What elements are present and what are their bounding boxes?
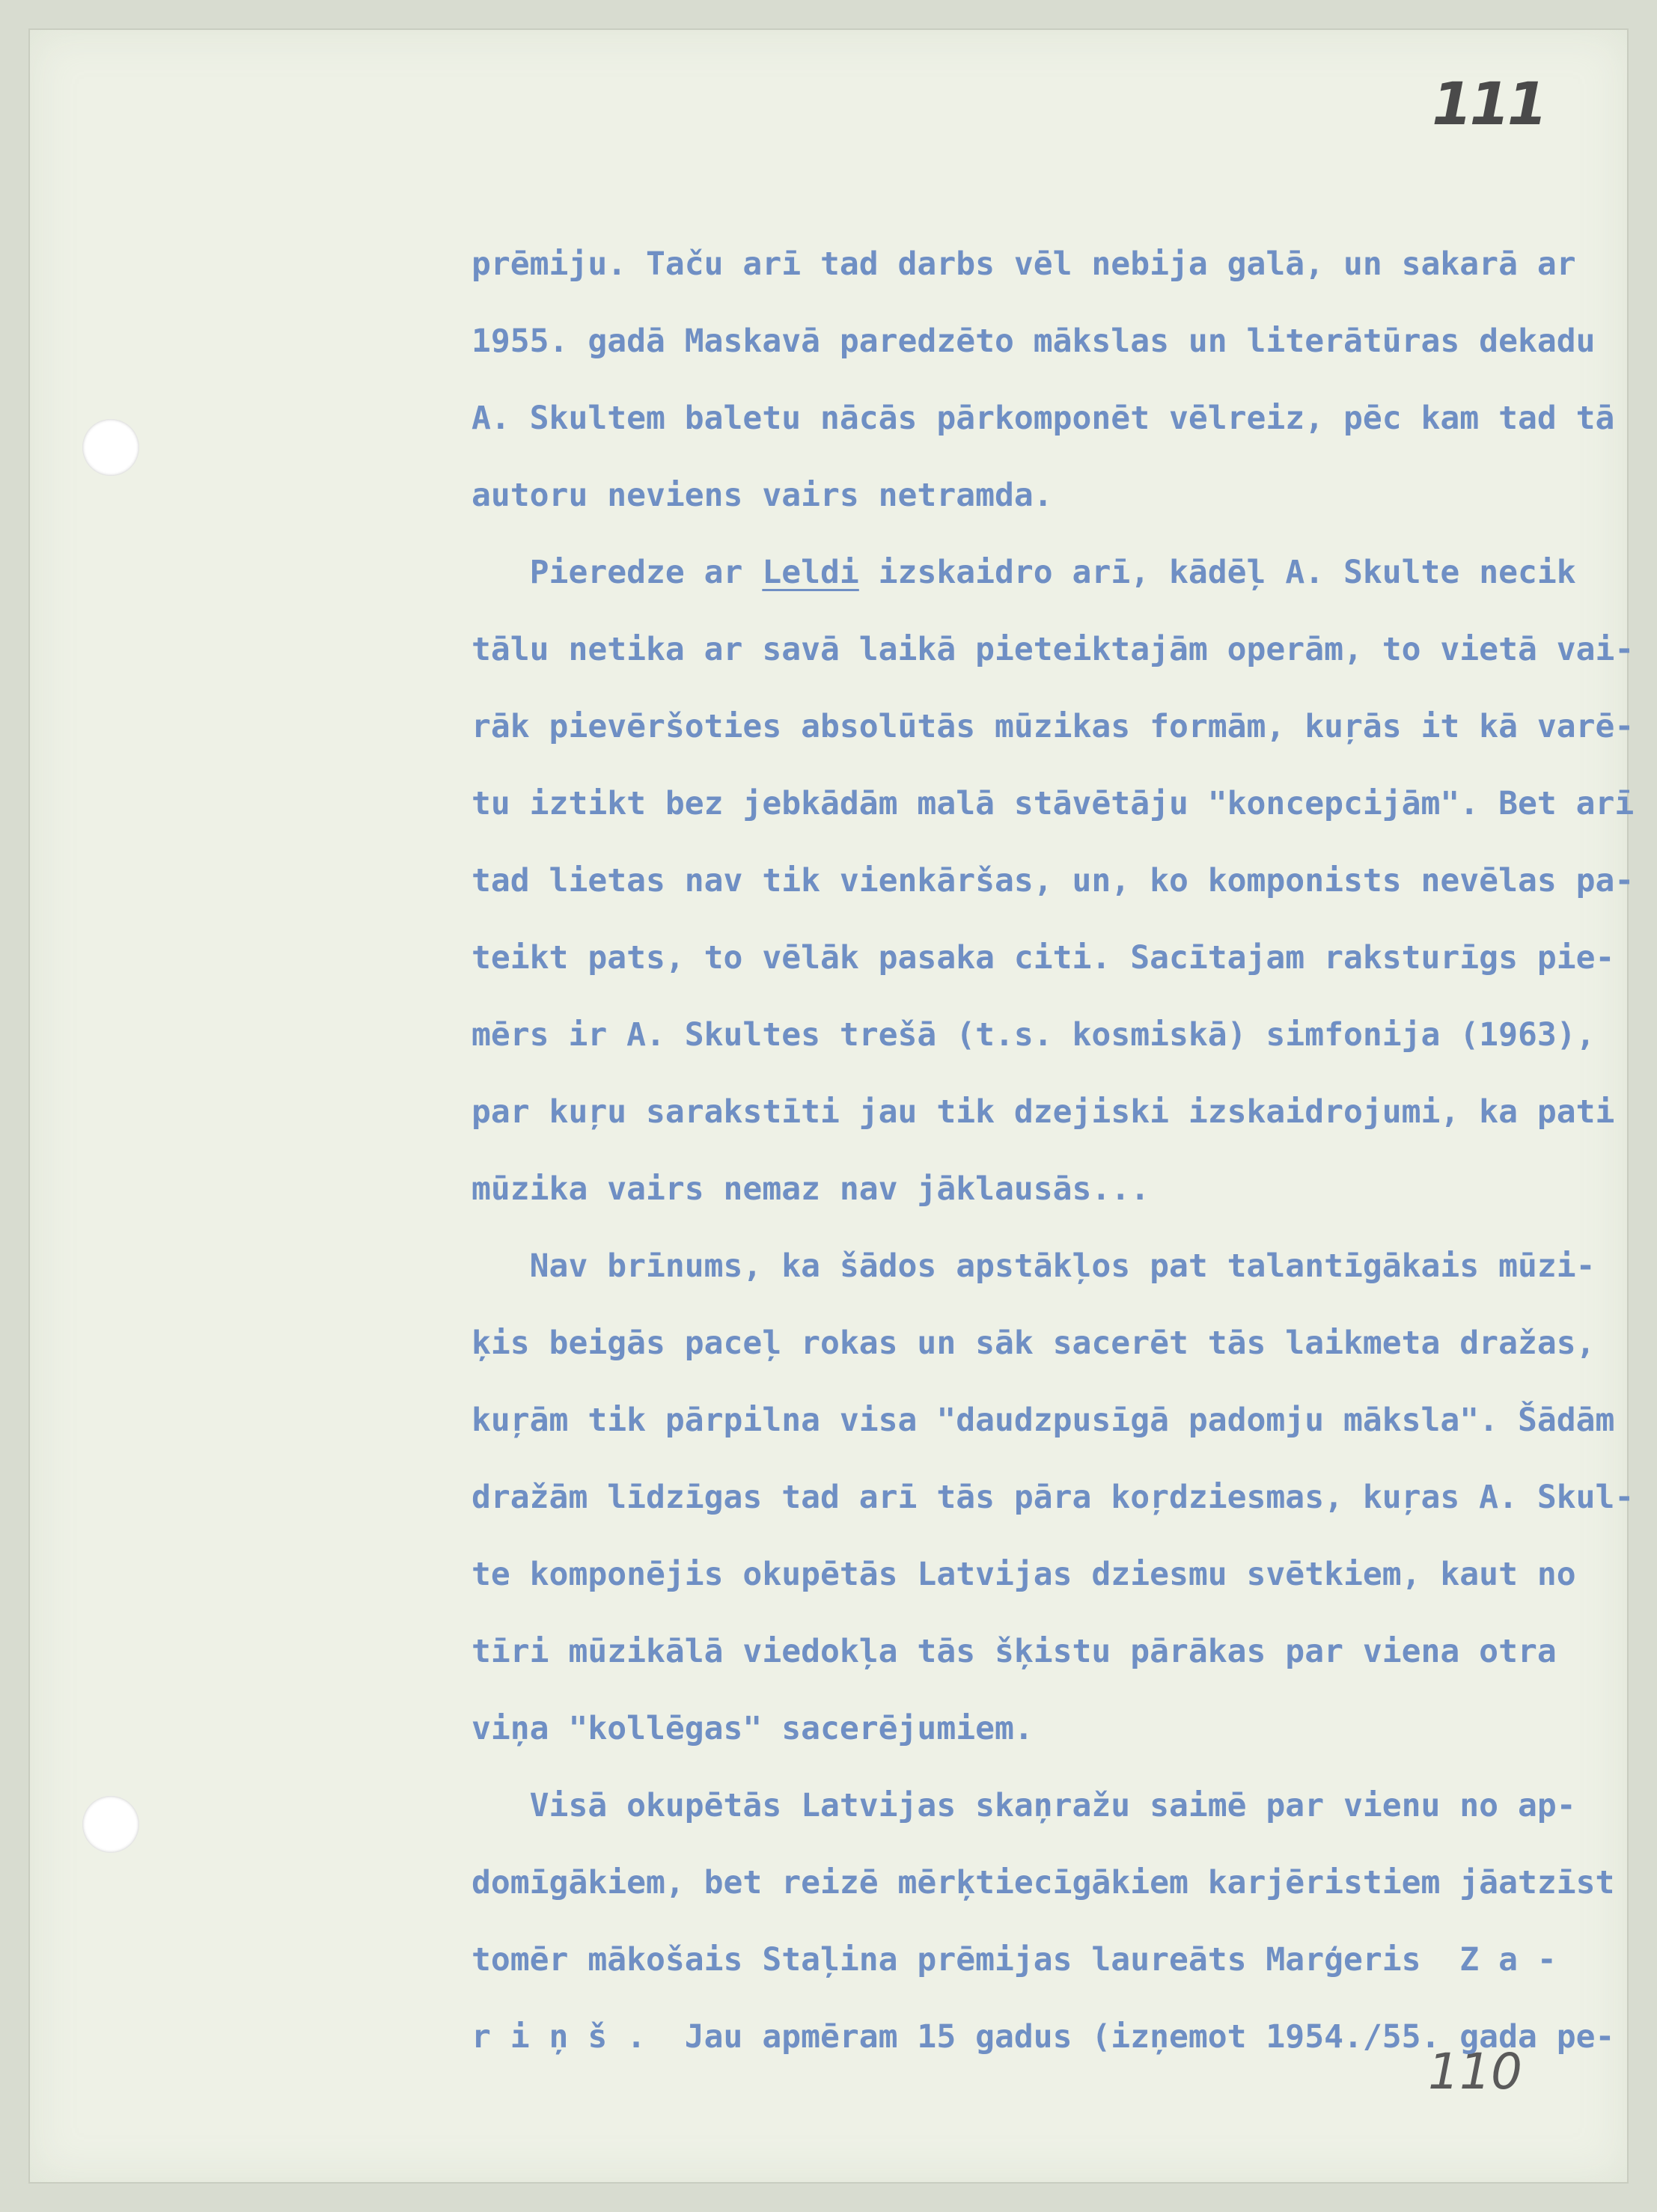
text-line: tu iztikt bez jebkādām malā stāvētāju "koncepcijām". Bet arī: [472, 785, 1635, 822]
text-line: Pieredze ar Leldi izskaidro arī, kādēļ A. Skulte necik: [472, 554, 1576, 591]
text-line: mērs ir A. Skultes trešā (t.s. kosmiskā) simfonija (1963),: [472, 1016, 1596, 1054]
typewritten-text-block: [472, 226, 1635, 2076]
text-line: Nav brīnums, ka šādos apstākļos pat talantīgākais mūzi-: [472, 1247, 1596, 1285]
text-line: teikt pats, to vēlāk pasaka citi. Sacītajam raksturīgs pie-: [472, 939, 1615, 977]
page-number-handwritten-bottom: 110: [1428, 2043, 1522, 2101]
text-line: mūzika vairs nemaz nav jāklausās...: [472, 1170, 1150, 1208]
binder-hole-top: [82, 419, 139, 476]
underlined-title: Leldi: [762, 554, 859, 591]
text-line: kuŗām tik pārpilna visa "daudzpusīgā padomju māksla". Šādām: [472, 1402, 1615, 1439]
text-line: dražām līdzīgas tad arī tās pāra koŗdziesmas, kuŗas A. Skul-: [472, 1479, 1635, 1516]
text-line: r i ņ š . Jau apmēram 15 gadus (izņemot 1954./55. gada pe-: [472, 2018, 1615, 2056]
page-number-handwritten-top: 111: [1432, 71, 1545, 138]
text-line: tomēr mākošais Staļina prēmijas laureāts Marģeris Z a -: [472, 1941, 1557, 1979]
text-line: te komponējis okupētās Latvijas dziesmu svētkiem, kaut no: [472, 1556, 1576, 1593]
text-line: domīgākiem, bet reizē mērķtiecīgākiem karjēristiem jāatzīst: [472, 1864, 1615, 1901]
text-line: tad lietas nav tik vienkāršas, un, ko komponists nevēlas pa-: [472, 862, 1635, 899]
text-line: rāk pievēršoties absolūtās mūzikas formām, kuŗās it kā varē-: [472, 708, 1635, 745]
text-line: par kuŗu sarakstīti jau tik dzejiski izskaidrojumi, ka pati: [472, 1093, 1615, 1131]
binder-hole-bottom: [82, 1796, 139, 1853]
text-line: 1955. gadā Maskavā paredzēto mākslas un literātūras dekadu: [472, 323, 1596, 360]
text-line: Visā okupētās Latvijas skaņražu saimē par vienu no ap-: [472, 1787, 1576, 1824]
text-line: viņa "kollēgas" sacerējumiem.: [472, 1710, 1034, 1747]
text-line: tālu netika ar savā laikā pieteiktajām operām, to vietā vai-: [472, 631, 1635, 668]
document-page: [30, 30, 1635, 2182]
text-line: ķis beigās paceļ rokas un sāk sacerēt tās laikmeta dražas,: [472, 1325, 1596, 1362]
text-line: autoru neviens vairs netramda.: [472, 477, 1053, 514]
text-line: tīri mūzikālā viedokļa tās šķistu pārākas par viena otra: [472, 1633, 1557, 1670]
text-line: prēmiju. Taču arī tad darbs vēl nebija galā, un sakarā ar: [472, 245, 1576, 283]
text-line: A. Skultem baletu nācās pārkomponēt vēlreiz, pēc kam tad tā: [472, 400, 1615, 437]
